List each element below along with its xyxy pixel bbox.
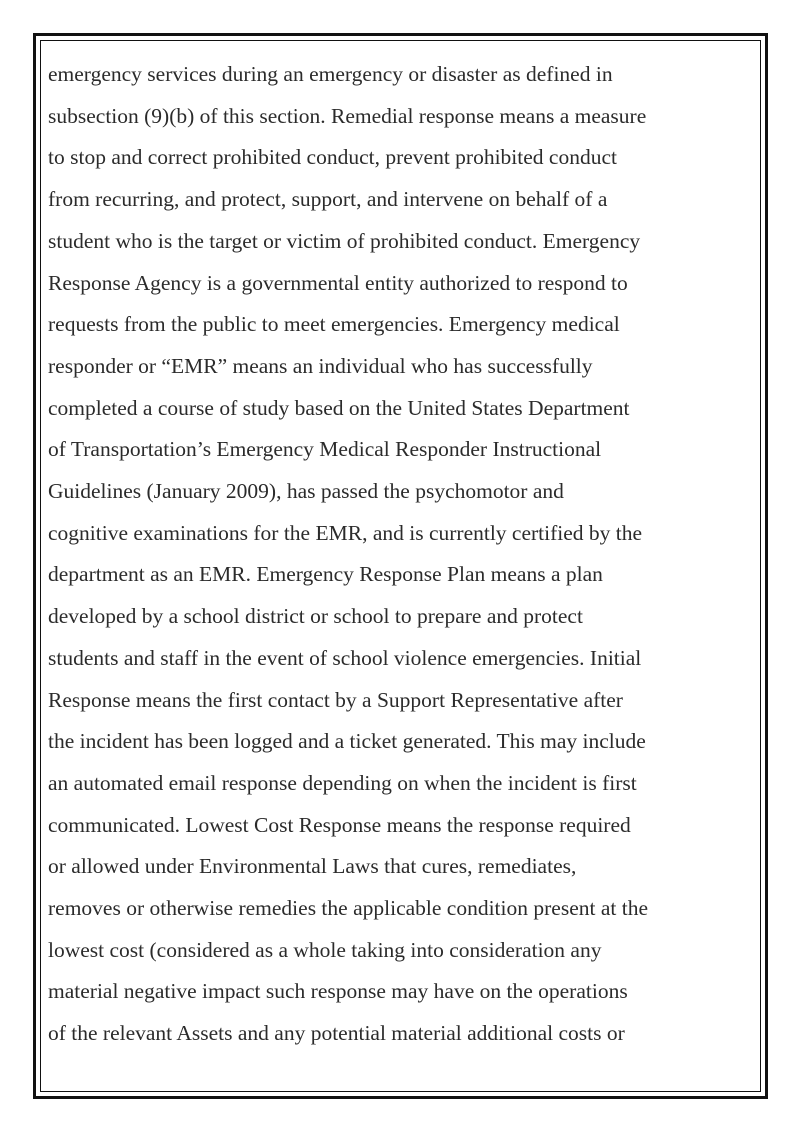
text-line: removes or otherwise remedies the applicable condition present at the bbox=[48, 896, 648, 921]
text-line: the incident has been logged and a ticket generated. This may include bbox=[48, 729, 646, 754]
text-line: of the relevant Assets and any potential material additional costs or bbox=[48, 1021, 625, 1046]
text-line: student who is the target or victim of prohibited conduct. Emergency bbox=[48, 228, 641, 253]
text-line: completed a course of study based on the United States Department bbox=[48, 395, 630, 420]
text-line: from recurring, and protect, support, and intervene on behalf of a bbox=[48, 187, 608, 212]
text-line: material negative impact such response may have on the operations bbox=[48, 979, 628, 1004]
text-line: to stop and correct prohibited conduct, prevent prohibited conduct bbox=[48, 145, 617, 170]
text-line: responder or “EMR” means an individual who has successfully bbox=[48, 353, 593, 378]
text-line: Response Agency is a governmental entity authorized to respond to bbox=[48, 270, 628, 295]
text-line: department as an EMR. Emergency Response Plan means a plan bbox=[48, 562, 603, 587]
text-line: of Transportation’s Emergency Medical Responder Instructional bbox=[48, 437, 602, 462]
document-body bbox=[48, 54, 748, 1055]
text-line: subsection (9)(b) of this section. Remedial response means a measure bbox=[48, 103, 647, 128]
text-line: emergency services during an emergency or disaster as defined in bbox=[48, 62, 613, 86]
text-line: communicated. Lowest Cost Response means the response required bbox=[48, 812, 631, 837]
text-line: Guidelines (January 2009), has passed the psychomotor and bbox=[48, 479, 564, 504]
text-line: students and staff in the event of school violence emergencies. Initial bbox=[48, 645, 642, 670]
text-line: Response means the first contact by a Support Representative after bbox=[48, 687, 623, 712]
text-line: lowest cost (considered as a whole taking into consideration any bbox=[48, 937, 602, 962]
text-line: developed by a school district or school to prepare and protect bbox=[48, 604, 583, 629]
text-line: cognitive examinations for the EMR, and is currently certified by the bbox=[48, 520, 643, 545]
text-line: requests from the public to meet emergencies. Emergency medical bbox=[48, 312, 620, 337]
text-line: an automated email response depending on when the incident is first bbox=[48, 770, 637, 795]
text-line: or allowed under Environmental Laws that cures, remediates, bbox=[48, 854, 577, 879]
